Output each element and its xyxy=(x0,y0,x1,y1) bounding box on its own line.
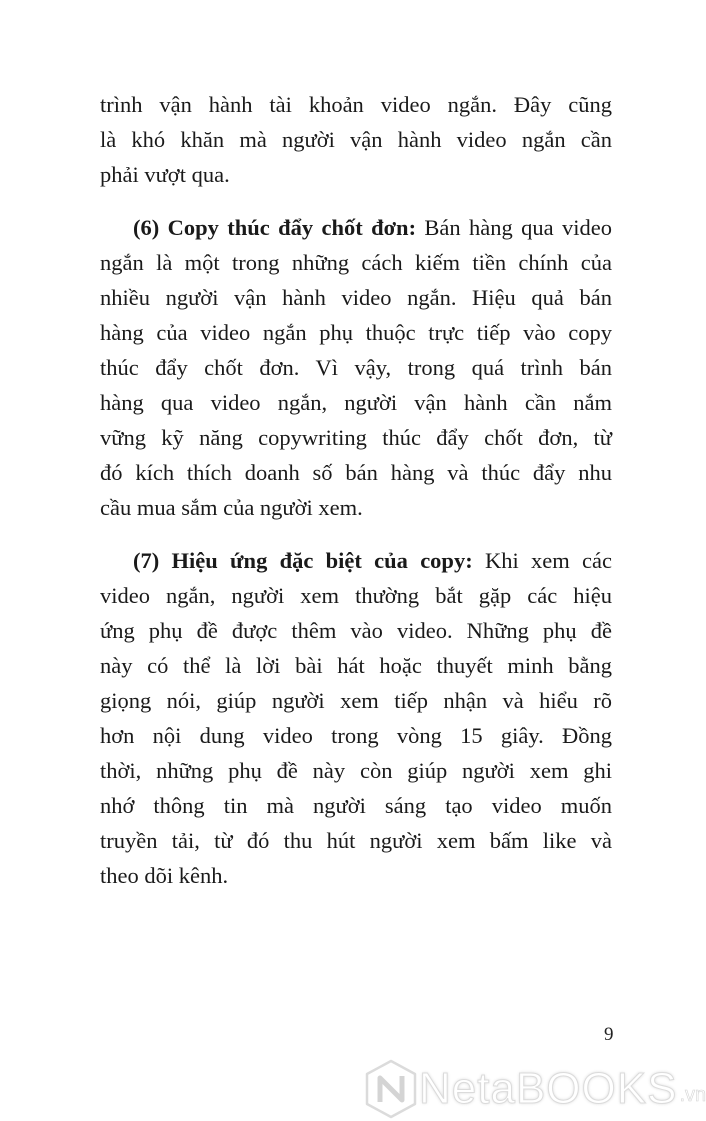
text-run: Bán hàng qua video xyxy=(416,215,612,240)
text-line: vững kỹ năng copywriting thúc đẩy chốt đơn, từ xyxy=(100,425,612,450)
text-line xyxy=(100,210,612,245)
text-line: video ngắn, người xem thường bắt gặp các hiệu xyxy=(100,583,612,608)
watermark-logo xyxy=(363,1058,706,1120)
paragraph-continued xyxy=(100,87,612,192)
text-line: cầu mua sắm của người xem. xyxy=(100,495,363,520)
page-body xyxy=(100,87,612,911)
text-line: giọng nói, giúp người xem tiếp nhận và hiểu rõ xyxy=(100,688,612,713)
text-run: Khi xem các xyxy=(472,548,612,573)
text-line: theo dõi kênh. xyxy=(100,863,229,888)
text-line: phải vượt qua. xyxy=(100,162,230,187)
text-line: truyền tải, từ đó thu hút người xem bấm like và xyxy=(100,828,612,853)
paragraph-heading: (7) Hiệu ứng đặc biệt của copy: xyxy=(133,548,473,573)
text-line: ứng phụ đề được thêm vào video. Những phụ đề xyxy=(100,618,612,643)
text-line: nhớ thông tin mà người sáng tạo video muốn xyxy=(100,793,612,818)
text-line xyxy=(100,543,612,578)
text-line: hàng qua video ngắn, người vận hành cần nắm xyxy=(100,390,612,415)
text-line: ngắn là một trong những cách kiếm tiền chính của xyxy=(100,250,612,275)
text-line: hàng của video ngắn phụ thuộc trực tiếp vào copy xyxy=(100,320,612,345)
watermark-brand: NetaBOOKS xyxy=(419,1064,678,1113)
text-line: này có thể là lời bài hát hoặc thuyết minh bằng xyxy=(100,653,612,678)
text-line: hơn nội dung video trong vòng 15 giây. Đồng xyxy=(100,723,612,748)
text-line: đó kích thích doanh số bán hàng và thúc đẩy nhu xyxy=(100,460,612,485)
hexagon-n-logo-icon xyxy=(363,1058,419,1120)
paragraph-heading: (6) Copy thúc đẩy chốt đơn: xyxy=(133,215,417,240)
text-line: nhiều người vận hành video ngắn. Hiệu quả bán xyxy=(100,285,612,310)
watermark-suffix: .vn xyxy=(679,1084,706,1106)
paragraph-7 xyxy=(100,543,612,893)
text-line: thời, những phụ đề này còn giúp người xem ghi xyxy=(100,758,612,783)
page-number: 9 xyxy=(604,1024,614,1045)
text-line: thúc đẩy chốt đơn. Vì vậy, trong quá trình bán xyxy=(100,355,612,380)
text-line: là khó khăn mà người vận hành video ngắn cần xyxy=(100,127,612,152)
paragraph-6 xyxy=(100,210,612,525)
text-line: trình vận hành tài khoản video ngắn. Đây cũng xyxy=(100,92,612,117)
